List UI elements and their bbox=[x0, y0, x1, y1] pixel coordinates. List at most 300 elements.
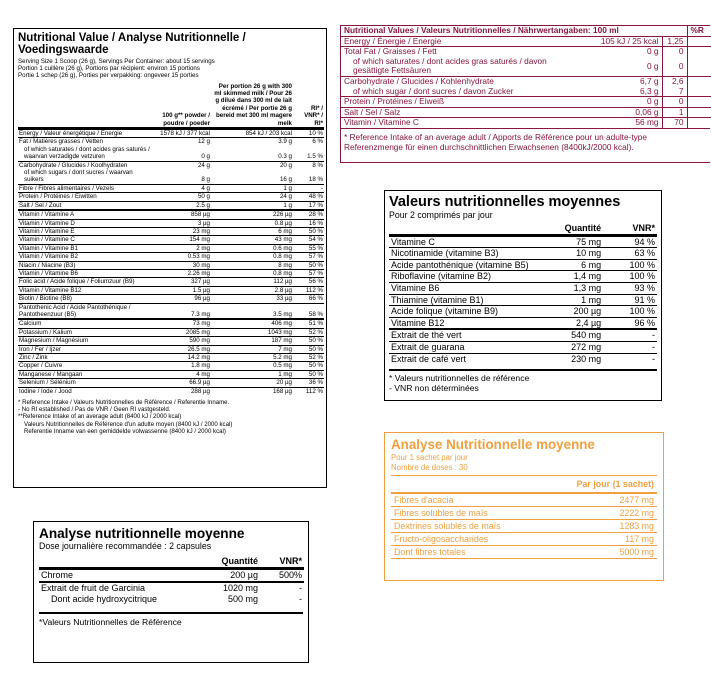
value-quantity: 75 mg bbox=[576, 236, 602, 247]
value-portion: 854 kJ / 203 kcal bbox=[211, 129, 293, 138]
value-powder: 26.5 mg bbox=[154, 345, 211, 353]
table-row bbox=[18, 169, 324, 184]
col-header-vnr: VNR* bbox=[603, 223, 657, 235]
value-vnr: - bbox=[603, 353, 657, 364]
value-powder: 590 mg bbox=[154, 337, 211, 345]
value-powder: 0 g bbox=[201, 153, 210, 161]
nutrient-name: Vitamin / Vitamine B2 bbox=[18, 253, 154, 261]
nutrient-name: Niacin / Niacine (B3) bbox=[18, 261, 154, 269]
value-powder: 2.26 mg bbox=[154, 269, 211, 277]
value-per-day: 2222 mg bbox=[619, 508, 654, 518]
footnote-line: Valeurs Nutritionnelles de Référence d'un adulte moyen (8400 kJ / 2000 kcal) bbox=[24, 420, 233, 428]
table-row bbox=[389, 248, 657, 260]
value-ri: 1.5 % bbox=[307, 153, 323, 161]
table-row bbox=[389, 259, 657, 271]
panel2-footnote: * Reference Intake of an average adult / Apports de Référence pour un adulte-type Referenzmenge für einen durchschnittlichen Erwachsenen (8400kJ/2000 kcal). bbox=[341, 128, 710, 155]
value-powder: 3 µg bbox=[154, 219, 211, 227]
table-row bbox=[18, 303, 324, 319]
fibre-name: Dont fibres totales bbox=[394, 547, 466, 557]
panel2-col-ri: %R bbox=[687, 26, 711, 36]
panel1-rows bbox=[18, 129, 324, 396]
nutrient-name: Energy / Énergie / Energie bbox=[341, 36, 556, 47]
value-powder: 0.53 mg bbox=[154, 253, 211, 261]
ingredient-name: Chrome bbox=[41, 569, 74, 580]
nutrient-name: Vitamin / Vitamine E bbox=[18, 227, 154, 235]
table-row bbox=[18, 253, 324, 261]
fibre-name: Fibres d'acacia bbox=[394, 495, 454, 505]
table-row bbox=[18, 337, 324, 345]
nutrient-name: Zinc / Zink bbox=[18, 354, 154, 362]
value-powder: 7.3 mg bbox=[154, 303, 211, 319]
panel3-footnotes bbox=[389, 369, 657, 393]
value-ri: 10 % bbox=[293, 129, 324, 138]
value-ri: 36 % bbox=[293, 379, 324, 387]
value-quantity: 1 mg bbox=[544, 294, 603, 306]
table-row bbox=[391, 546, 657, 559]
nutrient-name: Manganese / Mangaan bbox=[18, 370, 154, 378]
value-powder: 73 mg bbox=[154, 319, 211, 328]
nutrient-name: Vitamine B12 bbox=[389, 317, 544, 329]
value-ri: 18 % bbox=[308, 176, 323, 184]
value-vnr: 100 % bbox=[603, 259, 657, 271]
value-ri: 57 % bbox=[293, 269, 324, 277]
value-quantity: 200 µg bbox=[230, 569, 258, 580]
table-row bbox=[341, 118, 711, 128]
value-quantity: 6 mg bbox=[544, 259, 603, 271]
panel2-table bbox=[341, 26, 711, 128]
value-ri: 66 % bbox=[293, 295, 324, 303]
nutrient-name: Copper / Cuivre bbox=[18, 362, 154, 370]
value-extra bbox=[687, 87, 711, 97]
table-row bbox=[18, 328, 324, 336]
value-powder: 4 g bbox=[154, 184, 211, 192]
value-portion: 1043 mg bbox=[211, 328, 293, 336]
value-ri: 50 % bbox=[293, 261, 324, 269]
nutrient-name: Vitamin / Vitamine D bbox=[18, 219, 154, 227]
table-row bbox=[18, 387, 324, 395]
panel4-sub1: Pour 1 sachet par jour bbox=[391, 453, 468, 462]
panel4-col-header: Par jour (1 sachet) bbox=[391, 475, 657, 494]
value-portion: 226 µg bbox=[211, 210, 293, 219]
nutrient-name: Vitamin / Vitamine C bbox=[341, 118, 556, 128]
value-powder: 858 µg bbox=[154, 210, 211, 219]
value-vnr: 100 % bbox=[603, 271, 657, 283]
value-quantity: 230 mg bbox=[544, 353, 603, 364]
value-powder: 96 µg bbox=[154, 295, 211, 303]
serving-line: Portie 1 schep (26 g), Porties per verpakking: ongeveer 15 porties bbox=[18, 72, 199, 80]
value-vnr: 96 % bbox=[603, 317, 657, 329]
table-row bbox=[39, 582, 304, 594]
value-quantity: 1,3 mg bbox=[544, 282, 603, 294]
nutrient-name: Protein / Protéines / Eiweiß bbox=[341, 97, 556, 108]
nutrient-name: Carbohydrate / Glucides / Koolhydraten bbox=[18, 161, 154, 169]
value-portion: 6 mg bbox=[211, 227, 293, 235]
value-vnr: 93 % bbox=[603, 282, 657, 294]
value-powder: 66.9 µg bbox=[154, 379, 211, 387]
value-portion: 0.5 mg bbox=[211, 362, 293, 370]
nutrient-name: Total Fat / Graisses / Fett bbox=[341, 47, 556, 57]
panel3-subtitle: Pour 2 comprimés par jour bbox=[389, 210, 493, 220]
table-row bbox=[18, 236, 324, 244]
fibre-name: Fibres solubles de maïs bbox=[394, 508, 488, 518]
value-quantity: 272 mg bbox=[544, 341, 603, 353]
table-row bbox=[391, 507, 657, 520]
value-powder: 8 g bbox=[201, 176, 210, 184]
value-portion: 1 g bbox=[211, 184, 293, 192]
value-ri: 50 % bbox=[293, 227, 324, 235]
table-row bbox=[389, 235, 657, 248]
panel3-title: Valeurs nutritionnelles moyennes bbox=[389, 194, 621, 210]
table-row bbox=[18, 146, 324, 161]
nutrient-name: Energy / Valeur énergétique / Energie bbox=[18, 129, 154, 138]
nutrient-name: Folic acid / Acide folique / Foliumzuur (B9) bbox=[18, 278, 154, 286]
nutrient-name: Magnesium / Magnésium bbox=[18, 337, 154, 345]
value-per-100ml: 0 g bbox=[556, 97, 662, 108]
panel4-title: Analyse Nutritionnelle moyenne bbox=[391, 437, 595, 452]
table-row bbox=[389, 329, 657, 341]
value-portion: 187 mg bbox=[211, 337, 293, 345]
table-row bbox=[18, 161, 324, 169]
table-row bbox=[18, 278, 324, 286]
nutrient-name: Salt / Sel / Salz bbox=[341, 107, 556, 118]
serving-info bbox=[18, 58, 322, 80]
value-ri: 50 % bbox=[293, 345, 324, 353]
nutrient-name: Vitamin / Vitamine A bbox=[18, 210, 154, 219]
value-portion: 2.8 µg bbox=[211, 286, 293, 294]
table-row bbox=[391, 533, 657, 546]
value-per-day: 117 mg bbox=[625, 534, 654, 544]
value-powder: 23 mg bbox=[154, 227, 211, 235]
value-quantity: 500 mg bbox=[227, 593, 258, 604]
table-row bbox=[341, 97, 711, 108]
panel5-table bbox=[39, 556, 304, 605]
nutrient-name: Nicotinamide (vitamine B3) bbox=[389, 248, 544, 260]
value-powder: 50 g bbox=[154, 193, 211, 201]
panel5-subtitle: Dose journalière recommandée : 2 capsules bbox=[39, 541, 212, 551]
value-extra bbox=[687, 97, 711, 108]
fibre-name: Dextrines solubles de maïs bbox=[394, 521, 501, 531]
value-ri: 57 % bbox=[293, 253, 324, 261]
nutrient-name: Vitamine C bbox=[391, 236, 435, 247]
table-row bbox=[389, 317, 657, 329]
table-row bbox=[18, 210, 324, 219]
value-portion: 20 µg bbox=[211, 379, 293, 387]
value-ri: 112 % bbox=[293, 387, 324, 395]
value-ri: 50 % bbox=[293, 362, 324, 370]
nutrient-name: Potassium / Kalium bbox=[18, 328, 154, 336]
nutrient-name: Thiamine (vitamine B1) bbox=[389, 294, 544, 306]
panel5-footnote: *Valeurs Nutritionnelles de Référence bbox=[39, 612, 303, 627]
value-ri: 55 % bbox=[293, 244, 324, 252]
value-ri: 48 % bbox=[293, 193, 324, 201]
value-vnr: - bbox=[299, 593, 302, 604]
value-portion: 0.3 g bbox=[278, 153, 292, 161]
table-row bbox=[18, 362, 324, 370]
value-powder: 1.5 µg bbox=[154, 286, 211, 294]
value-ri: - bbox=[293, 184, 324, 192]
value-per-day: 5000 mg bbox=[619, 547, 654, 557]
value-extra bbox=[687, 118, 711, 128]
table-row bbox=[18, 379, 324, 387]
col-header-quantity: Quantité bbox=[544, 223, 603, 235]
value-portion: 20 g bbox=[211, 161, 293, 169]
value-quantity: 540 mg bbox=[544, 329, 603, 341]
nutrient-name: Selenium / Sélénium bbox=[18, 379, 154, 387]
table-row bbox=[389, 271, 657, 283]
panel4-sub2: Nombre de doses : 30 bbox=[391, 462, 468, 472]
table-row bbox=[341, 57, 711, 77]
value-powder: 2085 mg bbox=[154, 328, 211, 336]
nutrient-name: Acide pantothénique (vitamine B5) bbox=[389, 259, 544, 271]
nutrient-name: Vitamin / Vitamine B12 bbox=[18, 286, 154, 294]
value-quantity: 200 µg bbox=[544, 306, 603, 318]
value-portion: 168 µg bbox=[211, 387, 293, 395]
footnote-line: * Reference Intake / Valeurs Nutritionnelles de Référence / Referentie Inname. bbox=[18, 399, 230, 407]
value-ri: 51 % bbox=[293, 319, 324, 328]
value-portion: 0.8 µg bbox=[211, 219, 293, 227]
value-ri: 0 bbox=[662, 97, 687, 108]
value-vnr: 91 % bbox=[603, 294, 657, 306]
nutrient-name: Vitamin / Vitamine B6 bbox=[18, 269, 154, 277]
value-ri: 1 bbox=[662, 107, 687, 118]
serving-line: Portion 1 cuillère (26 g), Portions par récipient: environ 15 portions bbox=[18, 65, 200, 73]
table-row bbox=[18, 354, 324, 362]
value-powder: 2.5 g bbox=[154, 201, 211, 210]
col-header-quantity: Quantité bbox=[187, 556, 260, 569]
panel1-footnotes bbox=[18, 399, 322, 435]
panel1-title: Nutritional Value / Analyse Nutritionnelle / Voedingswaarde bbox=[18, 32, 246, 56]
panel3-table bbox=[389, 223, 657, 364]
value-portion: 406 mg bbox=[211, 319, 293, 328]
table-row bbox=[341, 107, 711, 118]
value-portion: 16 g bbox=[279, 176, 292, 184]
value-ri: 8 % bbox=[293, 161, 324, 169]
value-quantity: 2,4 µg bbox=[544, 317, 603, 329]
value-vnr: - bbox=[603, 341, 657, 353]
ingredient-name: Extrait de fruit de Garcinia bbox=[39, 582, 187, 594]
table-row bbox=[391, 494, 657, 507]
table-row bbox=[18, 370, 324, 378]
fibre-name: Fructo-oligosaccharides bbox=[394, 534, 489, 544]
table-row bbox=[389, 353, 657, 364]
value-vnr: 100 % bbox=[603, 306, 657, 318]
value-portion: 3.9 g bbox=[211, 138, 293, 146]
table-row bbox=[18, 345, 324, 353]
value-quantity: 1,4 mg bbox=[544, 271, 603, 283]
panel5-title: Analyse nutritionnelle moyenne bbox=[39, 526, 245, 541]
nutrient-name: Fibre / Fibres alimentaires / Vezels bbox=[18, 184, 154, 192]
value-ri: 50 % bbox=[293, 370, 324, 378]
value-ri: 52 % bbox=[293, 328, 324, 336]
value-ri: 58 % bbox=[293, 303, 324, 319]
value-portion: 1 g bbox=[211, 201, 293, 210]
value-powder: 12 g bbox=[154, 138, 211, 146]
footnote-line: Referentie Inname van een gemiddelde volwassenne (8400 kJ / 2000 kcal) bbox=[24, 427, 226, 435]
table-row bbox=[18, 319, 324, 328]
table-row bbox=[341, 36, 711, 47]
value-portion: 0.8 mg bbox=[211, 269, 293, 277]
value-ri: 50 % bbox=[293, 337, 324, 345]
table-row bbox=[341, 87, 711, 97]
extract-name: Extrait de guarana bbox=[389, 341, 544, 353]
value-powder: 30 mg bbox=[154, 261, 211, 269]
table-row bbox=[389, 341, 657, 353]
value-per-100ml: 6,3 g bbox=[640, 85, 659, 96]
nutrient-name: Vitamin / Vitamine B1 bbox=[18, 244, 154, 252]
value-extra bbox=[687, 57, 711, 77]
nutrient-name: Pantothenic Acid / Acide Pantothénique / Pantotheenzuur (B5) bbox=[18, 303, 154, 319]
value-powder: 154 mg bbox=[154, 236, 211, 244]
value-per-day: 1283 mg bbox=[619, 521, 654, 531]
table-row bbox=[18, 219, 324, 227]
table-row bbox=[18, 129, 324, 138]
value-vnr: - bbox=[603, 329, 657, 341]
value-quantity: 1020 mg bbox=[187, 582, 260, 594]
nutrient-name: Vitamin / Vitamine C bbox=[18, 236, 154, 244]
extract-name: Extrait de thé vert bbox=[389, 329, 544, 341]
value-portion: 8 mg bbox=[211, 261, 293, 269]
value-ri: 17 % bbox=[293, 201, 324, 210]
value-portion: 24 g bbox=[211, 193, 293, 201]
nutrition-panel-capsules bbox=[33, 521, 309, 663]
panel1-table bbox=[18, 83, 324, 395]
value-portion: 0.8 mg bbox=[211, 253, 293, 261]
value-vnr: 63 % bbox=[603, 248, 657, 260]
value-vnr: 94 % bbox=[634, 236, 655, 247]
col-header-blank bbox=[389, 223, 544, 235]
table-row bbox=[18, 184, 324, 192]
table-row bbox=[18, 286, 324, 294]
value-powder: 2 mg bbox=[154, 244, 211, 252]
col-header-blank bbox=[39, 556, 187, 569]
value-per-100ml: 0,06 g bbox=[556, 107, 662, 118]
value-extra bbox=[687, 36, 711, 47]
serving-line: Serving Size 1 Scoop (26 g), Servings Per Container: about 15 servings bbox=[18, 58, 215, 65]
value-ri: 16 % bbox=[293, 219, 324, 227]
value-vnr: - bbox=[260, 582, 304, 594]
table-row bbox=[39, 568, 304, 582]
col-header-blank bbox=[18, 83, 154, 129]
col-header-ri: RI* / VNR* / RI* bbox=[293, 83, 324, 129]
value-ri: 52 % bbox=[293, 354, 324, 362]
value-portion: 33 µg bbox=[211, 295, 293, 303]
nutrient-name: Riboflavine (vitamine B2) bbox=[389, 271, 544, 283]
value-powder: 288 µg bbox=[154, 387, 211, 395]
value-ri: 0 bbox=[662, 57, 687, 77]
table-row bbox=[391, 520, 657, 533]
value-portion: 112 µg bbox=[211, 278, 293, 286]
extract-name: Extrait de café vert bbox=[389, 353, 544, 364]
nutrient-name: Acide folique (vitamine B9) bbox=[389, 306, 544, 318]
value-per-day: 2477 mg bbox=[619, 495, 654, 505]
table-row bbox=[389, 294, 657, 306]
footnote-line: **Reference Intake of an average adult (8400 kJ / 2000 kcal) bbox=[18, 413, 182, 421]
value-extra bbox=[687, 47, 711, 57]
value-portion: 1 mg bbox=[211, 370, 293, 378]
value-quantity: 10 mg bbox=[544, 248, 603, 260]
value-ri: 112 % bbox=[293, 286, 324, 294]
value-portion: 7 mg bbox=[211, 345, 293, 353]
nutrition-panel-multilingual bbox=[13, 28, 327, 488]
nutrient-name: of which sugars / dont sucres / waarvan suikers bbox=[24, 169, 133, 184]
value-powder: 1578 kJ / 377 kcal bbox=[154, 129, 211, 138]
footnote-line: - VNR non déterminées bbox=[389, 383, 479, 394]
value-powder: 4 mg bbox=[154, 370, 211, 378]
nutrient-name: of which saturates / dont acides gras saturés / waarvan verzadigde vetzuren bbox=[24, 145, 150, 161]
table-row bbox=[18, 201, 324, 210]
value-ri: 1,25 bbox=[662, 36, 687, 47]
nutrient-name: Vitamine B6 bbox=[389, 282, 544, 294]
value-extra bbox=[687, 76, 711, 86]
nutrient-name: of which saturates / dont acides gras saturés / davon gesättigte Fettsäuren bbox=[353, 55, 547, 76]
ingredient-name: Dont acide hydroxycitrique bbox=[51, 593, 158, 604]
table-row bbox=[18, 227, 324, 235]
value-per-100ml: 105 kJ / 25 kcal bbox=[556, 36, 662, 47]
nutrient-name: Salt / Sel / Zout bbox=[18, 201, 154, 210]
value-per-100ml: 0 g bbox=[556, 47, 662, 57]
nutrient-name: Carbohydrate / Glucides / Kohlenhydrate bbox=[341, 76, 556, 86]
value-ri: 6 % bbox=[293, 138, 324, 146]
value-portion: 0.6 mg bbox=[211, 244, 293, 252]
footnote-line: - No RI established / Pas de VNR / Geen RI vastgesteld. bbox=[18, 406, 171, 414]
nutrient-name: Calcium bbox=[18, 319, 154, 328]
value-ri: 7 bbox=[662, 87, 687, 97]
table-row bbox=[18, 261, 324, 269]
table-row bbox=[18, 138, 324, 146]
nutrient-name: Iodine / Iode / Jood bbox=[18, 387, 154, 395]
value-ri: 70 bbox=[662, 118, 687, 128]
nutrition-panel-beverage bbox=[340, 25, 710, 163]
nutrient-name: Biotin / Biotine (B8) bbox=[18, 295, 154, 303]
table-row bbox=[18, 269, 324, 277]
col-header-powder: 100 g** powder / poudre / poeder bbox=[154, 83, 211, 129]
table-row bbox=[389, 282, 657, 294]
value-ri: 2,6 bbox=[662, 76, 687, 86]
nutrient-name: Fat / Matières grasses / Vetten bbox=[18, 138, 154, 146]
value-ri: 56 % bbox=[293, 278, 324, 286]
table-row bbox=[18, 295, 324, 303]
table-row bbox=[18, 193, 324, 201]
value-powder: 1.8 mg bbox=[154, 362, 211, 370]
value-vnr: 500% bbox=[278, 569, 302, 580]
panel2-header: Nutritional Values / Valeurs Nutritionnelles / Nährwertangaben: 100 ml bbox=[341, 26, 687, 36]
nutrition-panel-tablets bbox=[384, 190, 662, 401]
table-row bbox=[18, 244, 324, 252]
value-ri: 28 % bbox=[293, 210, 324, 219]
nutrient-name: Protein / Protéines / Eiwitten bbox=[18, 193, 154, 201]
panel4-rows bbox=[391, 494, 657, 559]
value-per-100ml: 56 mg bbox=[556, 118, 662, 128]
table-row bbox=[389, 306, 657, 318]
col-header-portion: Per portion 26 g with 300 ml skimmed milk / Pour 26 g dilué dans 300 ml de lait écrémé / Per portie 26 g bereid met 300 ml magere melk bbox=[211, 83, 293, 129]
value-per-100ml: 6,7 g bbox=[556, 76, 662, 86]
value-per-100ml: 0 g bbox=[646, 60, 659, 71]
footnote-line: * Valeurs nutritionnelles de référence bbox=[389, 373, 530, 384]
col-header-vnr: VNR* bbox=[260, 556, 304, 569]
value-extra bbox=[687, 107, 711, 118]
value-ri: 54 % bbox=[293, 236, 324, 244]
nutrient-name: Iron / Fer / Ijzer bbox=[18, 345, 154, 353]
nutrient-name: of which sugar / dont sucres / davon Zucker bbox=[353, 85, 514, 96]
nutrition-panel-fibres bbox=[384, 432, 664, 581]
value-ri: 0 bbox=[662, 47, 687, 57]
value-portion: 5.2 mg bbox=[211, 354, 293, 362]
value-powder: 14.2 mg bbox=[154, 354, 211, 362]
value-portion: 43 mg bbox=[211, 236, 293, 244]
table-row bbox=[39, 594, 304, 605]
value-powder: 327 µg bbox=[154, 278, 211, 286]
value-portion: 3.5 mg bbox=[211, 303, 293, 319]
